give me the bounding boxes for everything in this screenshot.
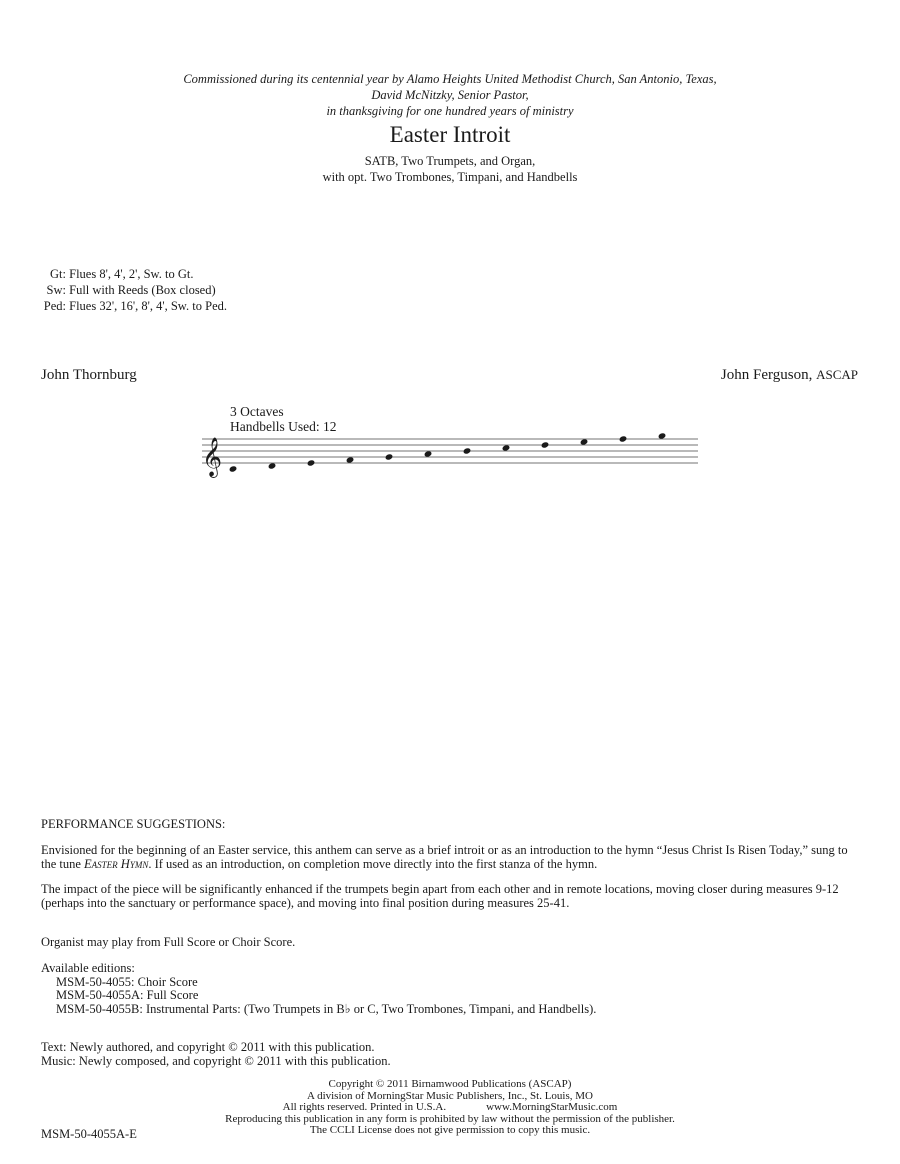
instrumentation — [0, 153, 900, 185]
registration-pedal — [28, 298, 227, 314]
organ-registration — [28, 266, 227, 314]
instrumentation-line-1: SATB, Two Trumpets, and Organ, — [364, 154, 536, 168]
registration-label: Ped: — [43, 299, 66, 313]
bell-note — [580, 438, 589, 445]
text-credit: Text: Newly authored, and copyright © 2011 with this publication. — [41, 1040, 375, 1054]
registration-text: Full with Reeds (Box closed) — [69, 283, 216, 297]
performance-paragraph-3: Organist may play from Full Score or Choir Score. — [41, 935, 296, 949]
copyright-line-2: A division of MorningStar Music Publishers, Inc., St. Louis, MO — [306, 1089, 593, 1102]
available-editions — [41, 962, 596, 1016]
copyright-line-1: Copyright © 2011 Birnamwood Publications (ASCAP) — [328, 1078, 572, 1090]
p1-text: Envisioned for the beginning of an Easter service, this anthem can serve as a brief introit or as an introduction to the hymn “Jesus Christ Is Risen Today,” sung to the tune — [41, 843, 848, 871]
bell-note — [502, 444, 511, 451]
composer — [721, 366, 858, 384]
handbell-staff — [200, 425, 700, 480]
bell-note — [424, 450, 433, 457]
registration-label: Sw: — [46, 283, 66, 297]
bell-notes — [229, 432, 667, 472]
bell-note — [619, 435, 628, 442]
dedication-line-1: Commissioned during its centennial year by Alamo Heights United Methodist Church, San Antonio, Texas, — [183, 72, 717, 86]
performance-paragraph-2: The impact of the piece will be significantly enhanced if the trumpets begin apart from each other and in remote locations, moving closer during measures 9-12 (perhaps into the sanctuary or performance space), and moving into final position during measures 25-41. — [41, 882, 839, 910]
editions-heading: Available editions: — [41, 961, 135, 975]
bell-note — [307, 459, 316, 466]
bell-note — [268, 462, 277, 469]
registration-swell — [28, 282, 227, 298]
bell-note — [658, 432, 667, 439]
publisher-website: www.MorningStarMusic.com — [486, 1101, 618, 1114]
edition-item: MSM-50-4055B: Instrumental Parts: (Two Trumpets in B♭ or C, Two Trombones, Timpani, and Handbells). — [56, 1001, 597, 1016]
edition-item: MSM-50-4055: Choir Score — [56, 974, 198, 989]
catalog-number: MSM-50-4055A-E — [41, 1127, 137, 1141]
music-credit: Music: Newly composed, and copyright © 2011 with this publication. — [41, 1053, 391, 1068]
composer-society: ASCAP — [816, 367, 858, 382]
registration-text: Flues 32', 16', 8', 4', Sw. to Ped. — [69, 299, 227, 313]
p1-tune-name: Easter Hymn — [84, 857, 149, 871]
bell-note — [541, 441, 550, 448]
performance-heading: PERFORMANCE SUGGESTIONS: — [41, 817, 226, 831]
handbell-octaves: 3 Octaves — [230, 404, 284, 419]
registration-text: Flues 8', 4', 2', Sw. to Gt. — [69, 267, 194, 281]
lyricist: John Thornburg — [41, 367, 137, 383]
dedication-line-3: in thanksgiving for one hundred years of ministry — [326, 104, 574, 118]
dedication — [0, 71, 900, 119]
edition-item: MSM-50-4055A: Full Score — [56, 988, 199, 1002]
composer-name: John Ferguson, — [720, 367, 813, 383]
rights-reserved: All rights reserved. Printed in U.S.A. — [282, 1101, 447, 1114]
registration-label: Gt: — [50, 267, 66, 281]
p1-text-end: . If used as an introduction, on completion move directly into the first stanza of the hymn. — [148, 857, 598, 871]
staff-lines — [202, 439, 698, 463]
bell-note — [346, 456, 355, 463]
dedication-line-2: David McNitzky, Senior Pastor, — [371, 88, 529, 102]
copyright-line-4: Reproducing this publication in any form is prohibited by law without the permission of the publisher. — [225, 1112, 675, 1125]
performance-paragraph-1 — [41, 843, 863, 871]
instrumentation-line-2: with opt. Two Trombones, Timpani, and Handbells — [322, 170, 578, 184]
bell-note — [229, 465, 238, 472]
handbells-used: Handbells Used: 12 — [230, 419, 337, 434]
registration-great — [28, 266, 227, 282]
treble-clef-icon: 𝄞 — [202, 437, 223, 477]
copyright-line-5: The CCLI License does not give permission to copy this music. — [309, 1124, 591, 1137]
page-title: Easter Introit — [389, 122, 511, 147]
bell-note — [463, 447, 472, 454]
copyright-credits — [41, 1041, 391, 1068]
bell-note — [385, 453, 394, 460]
